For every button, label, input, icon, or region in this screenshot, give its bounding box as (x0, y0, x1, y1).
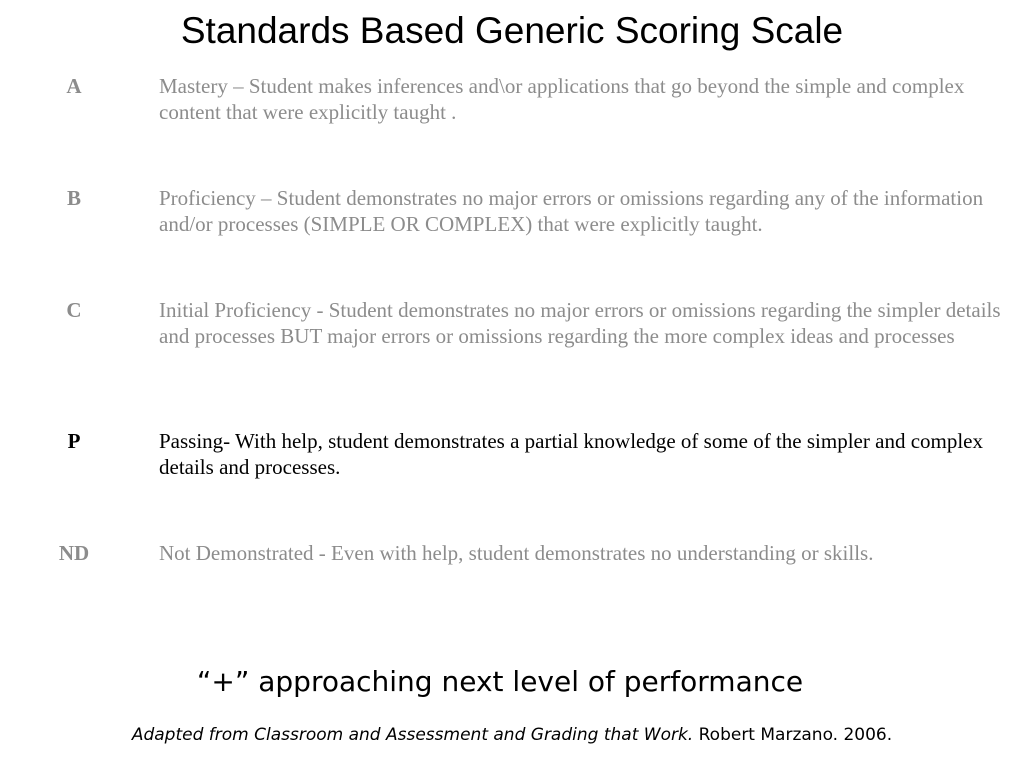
grade-description: Mastery – Student makes inferences and\or applications that go beyond the simple and complex content that were explicitly taught . (159, 74, 965, 124)
grade-description: Proficiency – Student demonstrates no major errors or omissions regarding any of the information and/or processes (SIMPLE OR COMPLEX) that were explicitly taught. (159, 186, 984, 236)
citation-book-title: Classroom and Assessment and Grading that Work. (254, 725, 694, 745)
citation (0, 722, 1024, 748)
grade-label: ND (58, 541, 90, 565)
grade-label: B (66, 186, 81, 210)
page-title: Standards Based Generic Scoring Scale (180, 10, 844, 51)
grade-label: P (67, 429, 81, 453)
grade-description: Not Demonstrated - Even with help, student demonstrates no understanding or skills. (159, 541, 874, 565)
plus-note: “+” approaching next level of performance (196, 665, 804, 698)
grade-description: Passing- With help, student demonstrates a partial knowledge of some of the simpler and complex details and processes. (159, 429, 984, 479)
citation-prefix: Adapted from (131, 725, 255, 745)
grade-label: C (66, 298, 82, 322)
grade-label: A (66, 74, 82, 98)
grade-description: Initial Proficiency - Student demonstrates no major errors or omissions regarding the simpler details and processes BUT major errors or omissions regarding the more complex ideas and processes (159, 298, 1001, 348)
citation-author: Robert Marzano. 2006. (693, 725, 893, 745)
